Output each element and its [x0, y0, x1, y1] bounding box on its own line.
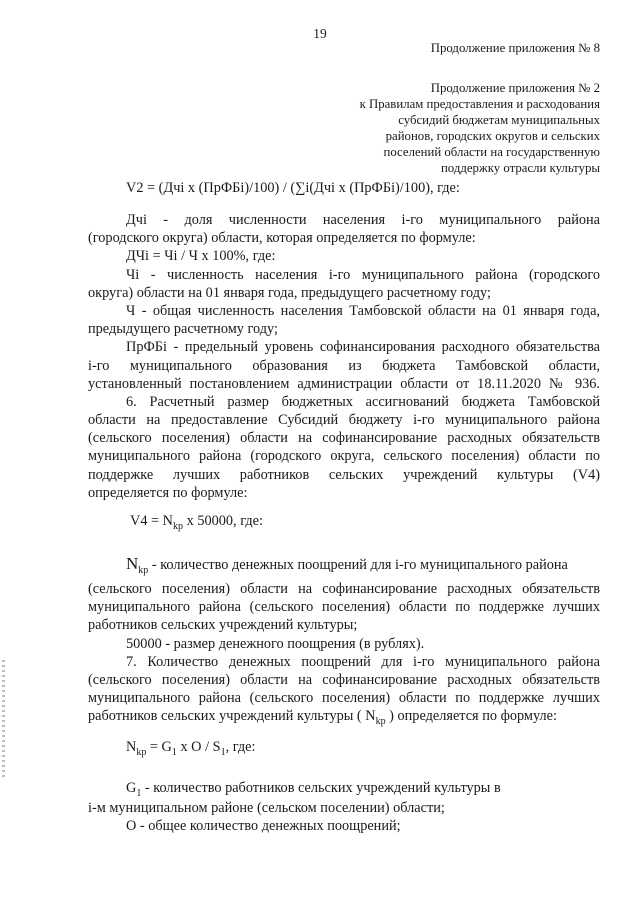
text-line: работников сельских учреждений культуры; [88, 617, 358, 634]
text-line: 7. Количество денежных поощрений для і-го муниципального района [126, 653, 600, 670]
text-line: определяется по формуле: [88, 484, 248, 501]
text-line: ДЧі = Чі / Ч х 100%, где: [126, 248, 276, 265]
header-line: Продолжение приложения № 2 [430, 81, 600, 95]
header-line: поселений области на государственную [383, 145, 600, 159]
header-line: к Правилам предоставления и расходования [359, 97, 600, 111]
paragraph-block-2 [88, 580, 600, 726]
header-line: районов, городских округов и сельских [385, 129, 600, 143]
text-line: 6. Расчетный размер бюджетных ассигнований бюджета Тамбовской [126, 393, 600, 410]
text-line: ПрФБі - предельный уровень софинансирования расходного обязательства [126, 339, 600, 356]
formula-nkp: $N_{kp} = G_1$ x O / $S_1$, где: [126, 739, 256, 758]
text-line: муниципального района (сельского поселения) области по поддержке лучших [88, 599, 600, 616]
formula-v2: V2 = (Дчі х (ПрФБі)/100) / (∑і(Дчі х (ПрФБі)/100), где: [126, 180, 460, 196]
text-line: предыдущего расчетному году; [88, 321, 278, 338]
paragraph-block-1 [88, 211, 600, 502]
header-line: субсидий бюджетам муниципальных [398, 113, 600, 127]
text-line: Дчі - доля численности населения і-го муниципального района [126, 212, 600, 228]
text-line: 50000 - размер денежного поощрения (в рублях). [126, 635, 425, 652]
paragraph-block-3 [88, 799, 600, 835]
text-line: округа) области на 01 января года, предыдущего расчетному году; [88, 284, 491, 301]
page-number: 19 [313, 26, 327, 41]
text-line: Чі - численность населения і-го муниципального района (городского [126, 266, 600, 283]
text-line: работников сельских учреждений культуры ( $N_{kp}$ ) определяется по формуле: [88, 708, 557, 728]
scan-margin-mark [2, 660, 5, 780]
text-line: муниципального района (сельского поселения) области по поддержке лучших [88, 690, 600, 707]
continuation-header-2 [360, 80, 600, 176]
text-line: (сельского поселения) области на софинансирование расходных обязательств [88, 430, 600, 447]
text-line: і-го муниципального образования из бюджета Тамбовской области, [88, 357, 600, 374]
g1-symbol: G [126, 780, 137, 796]
nkp-symbol: N [126, 554, 139, 573]
g1-definition: $G_1$ - количество работников сельских учреждений культуры в [126, 780, 501, 799]
text-line: области на предоставление Субсидий бюджету і-го муниципального района [88, 412, 600, 429]
text-line: установленный постановлением администрации области от 18.11.2020 № 936. [88, 375, 600, 392]
text-line: (сельского поселения) области на софинансирование расходных обязательств [88, 581, 600, 597]
text-line: Ч - общая численность населения Тамбовской области на 01 января года, [126, 302, 600, 319]
text-line: і-м муниципальном районе (сельском поселении) области; [88, 800, 445, 816]
formula-v4: $V4 = N_{kp}$ x 50000, где: [130, 513, 263, 532]
text-line: муниципального района (городского округа, сельского поселения) области по [88, 448, 600, 465]
continuation-header-8: Продолжение приложения № 8 [430, 41, 600, 55]
text-line: поддержке лучших работников сельских учреждений культуры (V4) [88, 466, 600, 483]
text-line: О - общее количество денежных поощрений; [126, 818, 401, 835]
header-line: поддержку отрасли культуры [440, 161, 600, 175]
text-line: (сельского поселения) области на софинансирование расходных обязательств [88, 671, 600, 688]
nkp-definition: $N_{kp}$ - количество денежных поощрений для і-го муниципального района [126, 554, 568, 576]
text-line: (городского округа) области, которая определяется по формуле: [88, 230, 476, 247]
